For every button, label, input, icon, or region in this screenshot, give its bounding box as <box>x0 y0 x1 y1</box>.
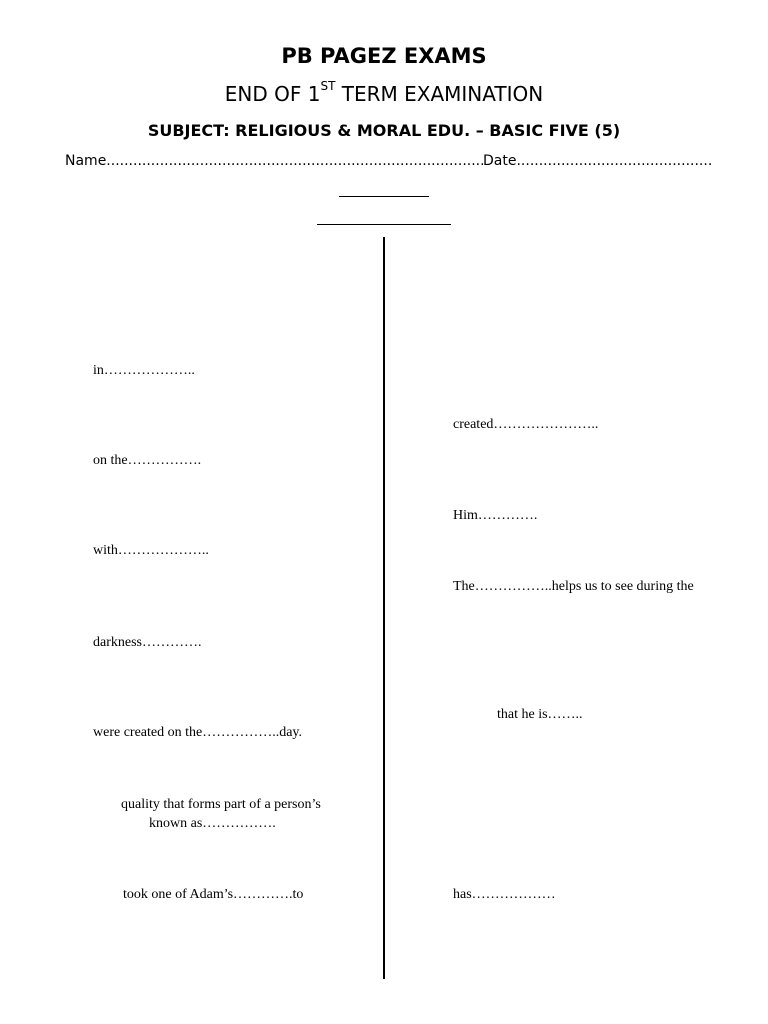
name-field[interactable]: Name..................................................................................... <box>65 153 485 169</box>
exam-title <box>0 79 768 106</box>
date-field[interactable]: Date............................................ <box>483 153 713 169</box>
exam-title-suffix: TERM EXAMINATION <box>335 82 544 106</box>
exam-title-superscript: ST <box>320 79 336 93</box>
subject-title: SUBJECT: RELIGIOUS & MORAL EDU. – BASIC FIVE (5) <box>147 121 621 140</box>
exam-title-prefix: END OF 1 <box>224 82 321 106</box>
left-question-4: darkness…………. <box>93 635 202 650</box>
column-divider <box>383 237 385 979</box>
left-question-6-line-2: known as……………. <box>149 816 276 831</box>
school-title: PB PAGEZ EXAMS <box>281 44 487 68</box>
right-question-5: has……………… <box>453 887 556 902</box>
right-question-4: that he is…….. <box>497 707 583 722</box>
right-question-1: created………………….. <box>453 417 599 432</box>
left-question-6-line-1: quality that forms part of a person’s <box>121 797 321 812</box>
section-rule-short <box>339 196 429 197</box>
left-question-2: on the……………. <box>93 453 202 468</box>
left-question-1: in……………….. <box>93 363 195 378</box>
right-question-2: Him…………. <box>453 508 538 523</box>
right-question-3: The……………..helps us to see during the <box>453 579 694 594</box>
left-question-5: were created on the……………..day. <box>93 725 303 740</box>
section-rule-long <box>317 224 451 225</box>
left-question-3: with……………….. <box>93 543 209 558</box>
left-question-7: took one of Adam’s………….to <box>123 887 304 902</box>
